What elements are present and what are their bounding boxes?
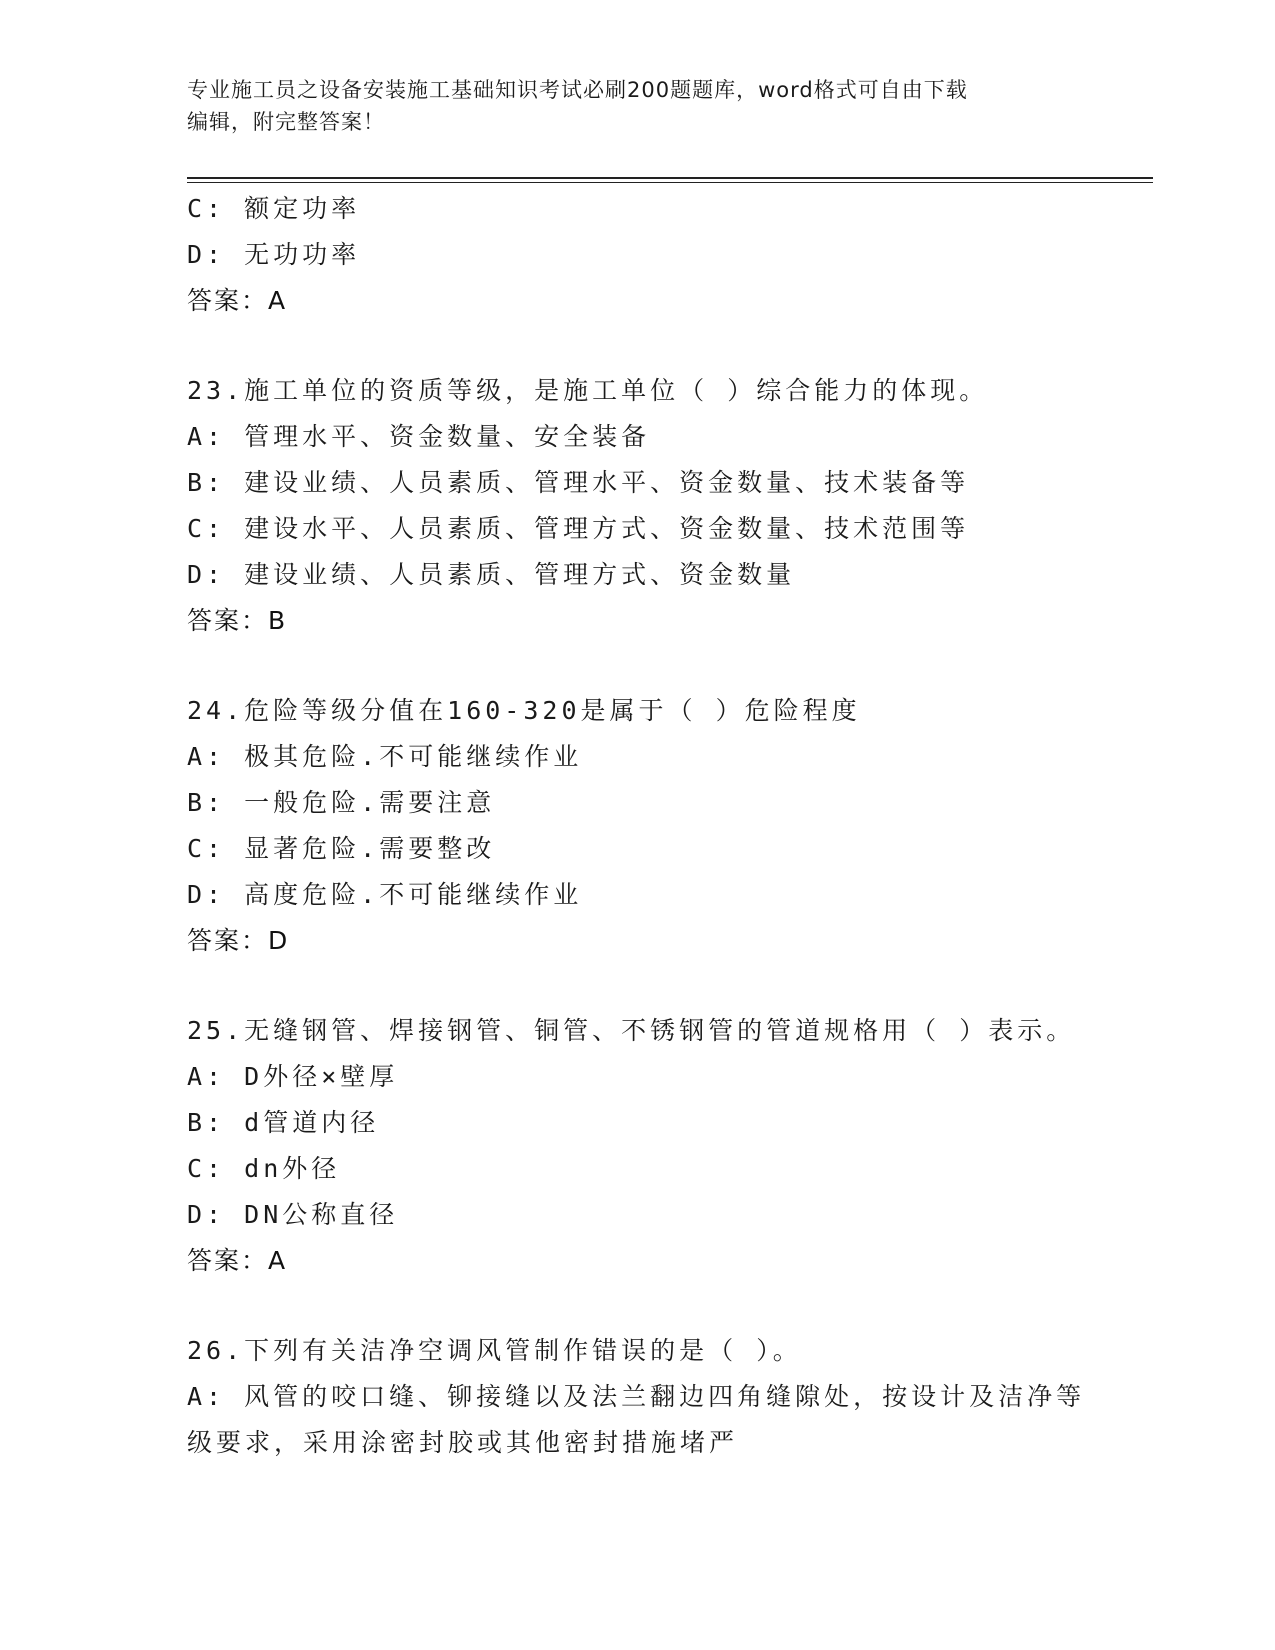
option-d: D: 无功功率 <box>187 240 361 269</box>
answer-label: 答案：A <box>187 286 288 315</box>
question-stem: 26.下列有关洁净空调风管制作错误的是（ ）。 <box>187 1336 802 1365</box>
answer-label: 答案：A <box>187 1246 288 1275</box>
question-stem: 23.施工单位的资质等级，是施工单位（ ）综合能力的体现。 <box>187 376 989 405</box>
question-list <box>187 186 1087 1466</box>
option-b: B: d管道内径 <box>187 1108 380 1137</box>
option-c: C: 额定功率 <box>187 194 361 223</box>
option-a: A: 极其危险.不可能继续作业 <box>187 742 583 771</box>
option-b: B: 建设业绩、人员素质、管理水平、资金数量、技术装备等 <box>187 468 970 497</box>
option-a: A: D外径×壁厚 <box>187 1062 399 1091</box>
question-block-22 <box>187 186 1087 324</box>
header-line-1: 专业施工员之设备安装施工基础知识考试必刷200题题库，word格式可自由下载 <box>187 78 968 102</box>
question-block-25 <box>187 1008 1087 1284</box>
header-divider-thin <box>187 182 1153 183</box>
option-a-continuation: 级要求，采用涂密封胶或其他密封措施堵严 <box>187 1428 739 1457</box>
option-a: A: 风管的咬口缝、铆接缝以及法兰翻边四角缝隙处，按设计及洁净等 <box>187 1382 1086 1411</box>
question-block-24 <box>187 688 1087 964</box>
option-a: A: 管理水平、资金数量、安全装备 <box>187 422 651 451</box>
option-d: D: 建设业绩、人员素质、管理方式、资金数量 <box>187 560 796 589</box>
option-c: C: dn外径 <box>187 1154 341 1183</box>
option-c: C: 建设水平、人员素质、管理方式、资金数量、技术范围等 <box>187 514 970 543</box>
option-b: B: 一般危险.需要注意 <box>187 788 496 817</box>
document-header <box>187 74 1087 138</box>
header-line-2: 编辑，附完整答案！ <box>187 110 385 134</box>
header-divider-thick <box>187 177 1153 179</box>
question-stem: 25.无缝钢管、焊接钢管、铜管、不锈钢管的管道规格用（ ）表示。 <box>187 1016 1076 1045</box>
answer-label: 答案：D <box>187 926 290 955</box>
question-block-26 <box>187 1328 1087 1466</box>
question-stem: 24.危险等级分值在160-320是属于（ ）危险程度 <box>187 696 861 725</box>
option-c: C: 显著危险.需要整改 <box>187 834 496 863</box>
question-block-23 <box>187 368 1087 644</box>
option-d: D: DN公称直径 <box>187 1200 399 1229</box>
option-d: D: 高度危险.不可能继续作业 <box>187 880 583 909</box>
answer-label: 答案：B <box>187 606 288 635</box>
